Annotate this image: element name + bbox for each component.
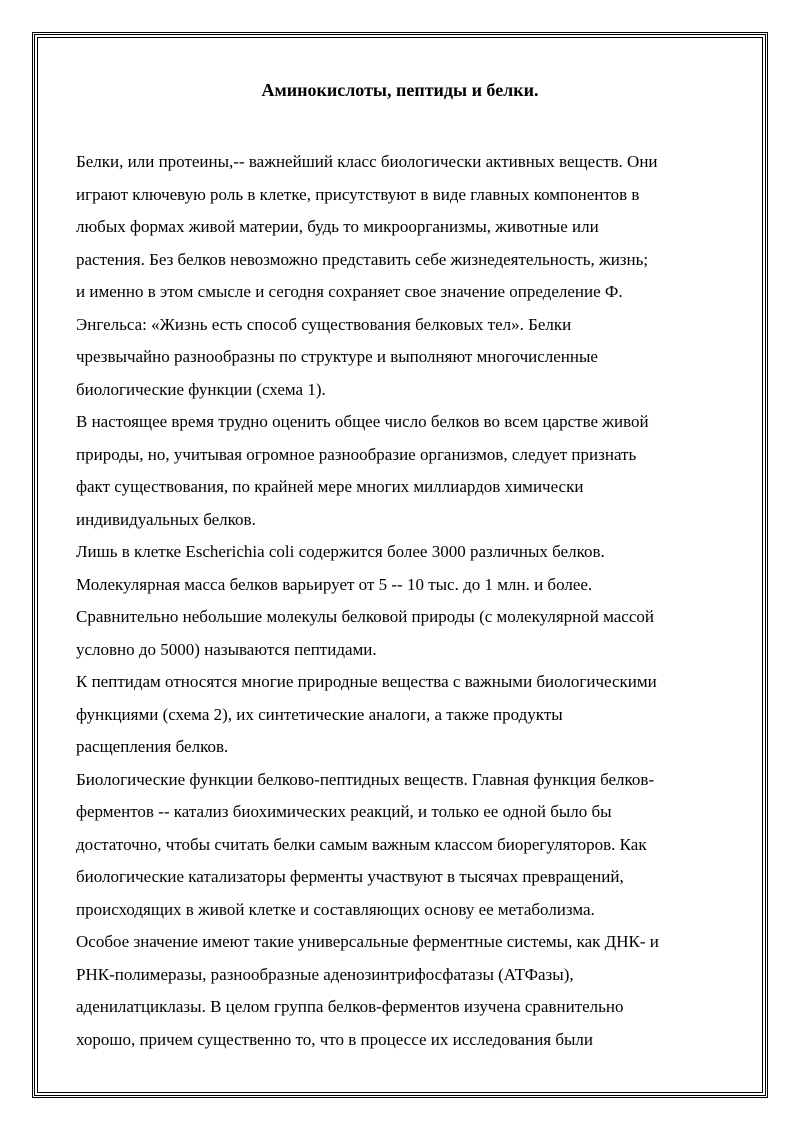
text-line: биологические катализаторы ферменты участвуют в тысячах превращений, — [76, 867, 624, 886]
text-line: Белки, или протеины,-- важнейший класс биологически активных веществ. Они — [76, 152, 658, 171]
text-line: аденилатциклазы. В целом группа белков-ферментов изучена сравнительно — [76, 997, 624, 1016]
text-line: функциями (схема 2), их синтетические аналоги, а также продукты — [76, 704, 563, 724]
text-line: К пептидам относятся многие природные вещества с важными биологическими — [76, 672, 657, 691]
text-line: В настоящее время трудно оценить общее число белков во всем царстве живой — [76, 412, 649, 431]
text-line: любых формах живой материи, будь то микроорганизмы, животные или — [76, 217, 599, 236]
text-line: биологические функции (схема 1). — [76, 379, 326, 399]
text-line: условно до 5000) называются пептидами. — [76, 639, 377, 659]
text-line: и именно в этом смысле и сегодня сохраняет свое значение определение Ф. — [76, 282, 623, 301]
text-line: природы, но, учитывая огромное разнообразие организмов, следует признать — [76, 444, 637, 464]
text-line: Особое значение имеют такие универсальные ферментные системы, как ДНК- и — [76, 932, 659, 951]
text-line: Сравнительно небольшие молекулы белковой природы (с молекулярной массой — [76, 607, 654, 626]
text-line: РНК-полимеразы, разнообразные аденозинтрифосфатазы (АТФазы), — [76, 964, 574, 984]
text-line: Биологические функции белково-пептидных веществ. Главная функция белков- — [76, 769, 655, 789]
text-line: достаточно, чтобы считать белки самым важным классом биорегуляторов. Как — [76, 834, 647, 854]
text-line: Энгельса: «Жизнь есть способ существования белковых тел». Белки — [76, 314, 572, 334]
document-body — [76, 146, 736, 1056]
text-line: Лишь в клетке Escherichia coli содержится более 3000 различных белков. — [76, 542, 605, 561]
text-line: Молекулярная масса белков варьирует от 5 -- 10 тыс. до 1 млн. и более. — [76, 574, 593, 594]
text-line: хорошо, причем существенно то, что в процессе их исследования были — [76, 1029, 594, 1049]
text-line: индивидуальных белков. — [76, 509, 256, 529]
text-line: факт существования, по крайней мере многих миллиардов химически — [76, 477, 584, 496]
text-line: играют ключевую роль в клетке, присутствуют в виде главных компонентов в — [76, 184, 640, 204]
text-line: ферментов -- катализ биохимических реакций, и только ее одной было бы — [76, 802, 612, 821]
text-line: происходящих в живой клетке и составляющих основу ее метаболизма. — [76, 899, 595, 919]
document-title: Аминокислоты, пептиды и белки. — [261, 80, 539, 100]
text-line: растения. Без белков невозможно представить себе жизнедеятельность, жизнь; — [76, 249, 649, 269]
text-line: чрезвычайно разнообразны по структуре и выполняют многочисленные — [76, 347, 598, 366]
text-line: расщепления белков. — [76, 737, 229, 756]
